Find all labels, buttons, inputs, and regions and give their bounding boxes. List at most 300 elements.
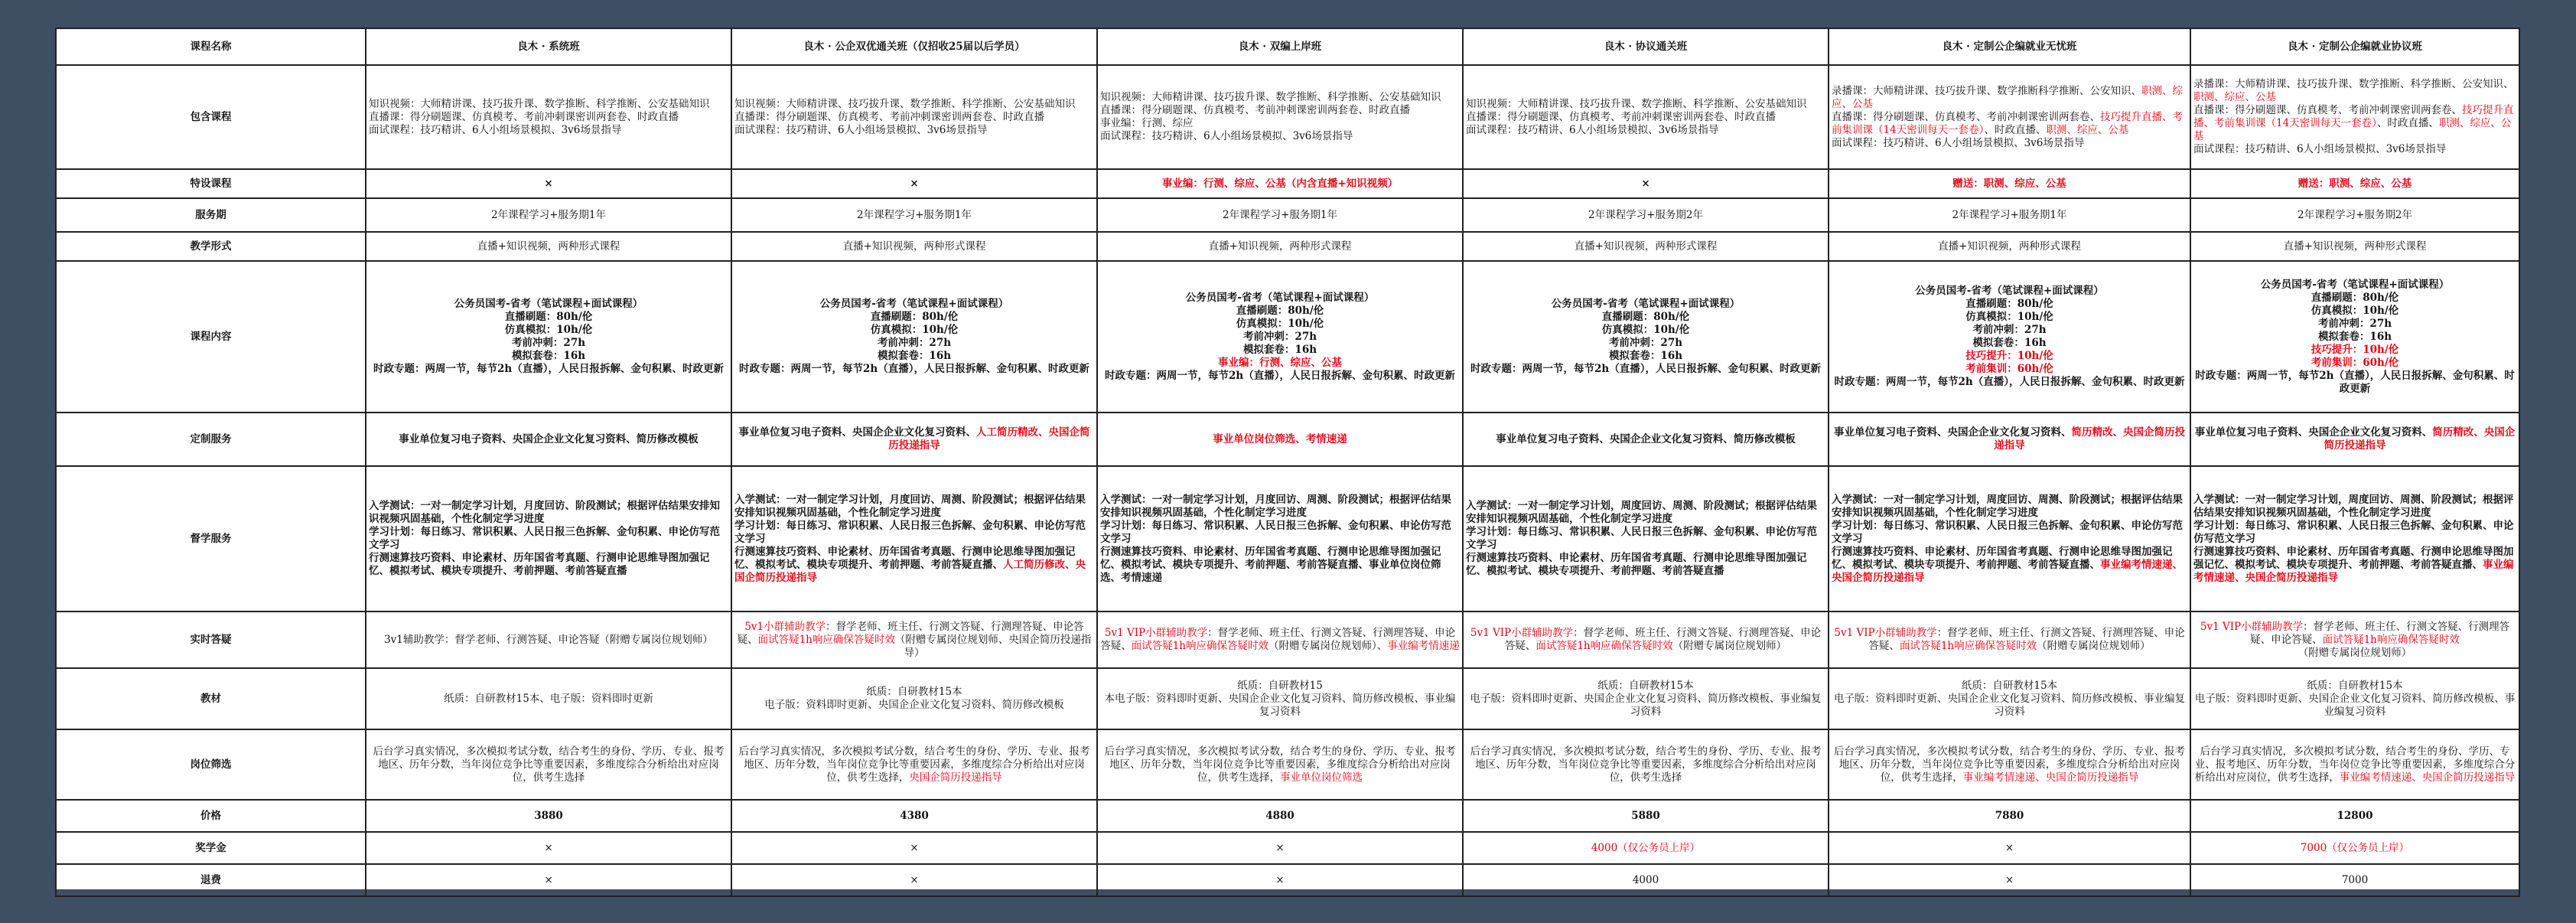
cell-text: 知识视频：大师精讲课、技巧拔升课、数学推断、科学推断、公安基础知识 [369,97,710,110]
cell-line [1466,350,1825,363]
cell-text: 入学测试：一对一制定学习计划，周度回访、周测、阶段测试；根据评估结果安排知识视频巩固基础，个性化制定学习进度 [1832,493,2183,519]
cell-text: 仿真模拟：10h/伦 [504,324,593,336]
table-row [56,169,2519,198]
cell-line [1466,209,1825,222]
cell-line [2193,874,2516,887]
cell-line [734,546,1094,585]
cell-line [1466,810,1825,823]
cell-text: 后台学习真实情况，多次模拟考试分数，结合考生的身份、学历、专业、报考地区、历年分数，当年岗位竞争比等重要因素，多维度综合分析给出对应岗位，供考生选择 [1470,745,1822,784]
cell-line [369,98,728,111]
cell-line [1832,350,2187,363]
table-cell [1463,261,1829,413]
cell-line [734,337,1094,350]
cell-line [734,311,1094,324]
cell-line [1832,298,2187,311]
highlight-text: 事业编考情速递、央国企简历投递指导 [1962,771,2139,784]
plan-header: 良木 · 协议通关班 [1463,28,1829,65]
cell-line [1100,357,1460,370]
cell-text: 直播课：得分刷题课、仿真模考、考前冲刺课密训两套卷、时政直播 [1466,110,1776,123]
row-label: 实时答疑 [56,612,366,668]
cell-text: 3v1辅助教学：督学老师、行测答疑、申论答疑（附赠专属岗位规划师） [384,633,713,646]
cell-line [1832,285,2187,298]
table-cell [1829,232,2190,261]
cell-text: 7880 [1995,809,2024,822]
cell-text: 后台学习真实情况，多次模拟考试分数，结合考生的身份、学历、专业、报考地区、历年分数，当年岗位竞争比等重要因素，多维度综合分析给出对应岗位，供考生选择， [738,745,1090,784]
table-cell [731,169,1097,198]
cell-text: 入学测试：一对一制定学习计划，周度回访、周测、阶段测试；根据评估结果安排知识视频巩固基础，个性化制定学习进度 [1466,500,1817,525]
table-cell [1463,232,1829,261]
cell-text: 公务员国考-省考（笔试课程+面试课程） [454,298,643,310]
table-cell [1097,232,1463,261]
cell-text: 2年课程学习+服务期1年 [1952,208,2067,221]
cell-text: 面试课程：技巧精讲、6人小组场景模拟、3v6场景指导 [1832,136,2085,149]
cell-text: × [1275,841,1285,854]
cell-line [1100,810,1460,823]
table-cell [2190,65,2519,169]
table-row [56,668,2519,729]
cell-text: 直播刷题：80h/伦 [2311,291,2399,304]
cell-text: 直播刷题：80h/伦 [1236,304,1324,317]
cell-text: 知识视频：大师精讲课、技巧拔升课、数学推断、科学推断、公安基础知识 [734,97,1076,110]
table-cell [1097,729,1463,800]
cell-line [734,124,1094,137]
cell-text: 、时政直播、 [2376,117,2439,129]
cell-text: 入学测试：一对一制定学习计划，周度回访、周测、阶段测试；根据评估结果安排知识视频巩固基础，个性化制定学习进度 [2193,493,2514,519]
cell-line [369,634,728,647]
cell-line [2193,143,2516,156]
table-cell [731,198,1097,232]
cell-line [1832,376,2187,389]
cell-line [1100,842,1460,855]
table-row [56,729,2519,800]
cell-line [2193,842,2516,855]
cell-line [734,209,1094,222]
cell-text: 面试课程：技巧精讲、6人小组场景模拟、3v6场景指导 [2193,143,2447,155]
cell-line [369,124,728,137]
cell-line [2193,331,2516,344]
cell-text: 直播+知识视频，两种形式课程 [1574,240,1718,253]
table-cell [731,261,1097,413]
table-cell [366,232,731,261]
cell-line [1832,680,2187,693]
cell-text: 事业编：行测、综应 [1100,117,1194,129]
cell-line [2193,78,2516,104]
row-label: 教材 [56,668,366,729]
cell-text: 面试课程：技巧精讲、6人小组场景模拟、3v6场景指导 [1466,123,1719,136]
cell-line [734,324,1094,337]
cell-line [1100,546,1460,585]
cell-line [1466,298,1825,311]
plan-header: 良木 · 双编上岸班 [1097,28,1463,65]
cell-line [1100,693,1460,719]
highlight-text: 事业单位岗位筛选、考情速递 [1213,432,1347,445]
cell-text: 直播课：得分刷题课、仿真模考、考前冲刺课密训两套卷、时政直播 [1100,104,1410,116]
cell-line [1832,810,2187,823]
cell-text: 纸质：自研教材15本 [1597,679,1694,692]
table-cell [731,466,1097,612]
cell-line [1100,344,1460,357]
cell-line [734,494,1094,520]
cell-text: 学习计划：每日练习、常识积累、人民日报三色拆解、金句积累、申论仿写范文学习 [2193,519,2514,545]
cell-text: 事业单位复习电子资料、央国企企业文化复习资料、 [1834,426,2072,439]
table-cell [366,612,731,668]
table-cell [366,65,731,169]
cell-line [1466,680,1825,693]
cell-line [2193,745,2516,784]
cell-line [734,842,1094,855]
cell-line [734,874,1094,887]
cell-line [2193,279,2516,292]
cell-text: 仿真模拟：10h/伦 [1601,324,1690,336]
cell-line [734,699,1094,712]
highlight-text: 5v1小群辅助教学 [744,620,826,633]
cell-line [1100,494,1460,520]
table-cell [366,832,731,864]
cell-line [369,874,728,887]
cell-line [1466,324,1825,337]
cell-line [2193,344,2516,357]
cell-line [369,111,728,124]
table-cell [2190,832,2519,864]
cell-line [734,621,1094,660]
cell-line [1100,370,1460,383]
cell-text: 学习计划：每日练习、常识积累、人民日报三色拆解、金句积累、申论仿写范文学习 [1832,519,2183,545]
table-cell [1829,864,2190,896]
table-cell [1463,413,1829,466]
cell-text: 2年课程学习+服务期1年 [491,208,606,221]
cell-line [369,500,728,526]
highlight-text: 事业编考情速递、央国企简历投递指导 [1832,558,2183,584]
cell-line [1832,363,2187,376]
cell-line [1466,111,1825,124]
cell-line [2193,318,2516,331]
cell-text: 2年课程学习+服务期2年 [1588,208,1703,221]
cell-text: 模拟套卷：16h [2317,330,2392,343]
table-cell [1097,198,1463,232]
table-cell [2190,800,2519,832]
cell-text: × [544,177,553,190]
table-cell [2190,466,2519,612]
table-cell [2190,668,2519,729]
cell-line [1466,337,1825,350]
row-label: 退费 [56,864,366,896]
cell-line [1100,240,1460,253]
cell-text: 行测速算技巧资料、申论素材、历年国省考真题、行测申论思维导图加强记忆、模拟考试、模块专项提升、考前押题、考前答疑直播、 [2193,545,2514,571]
table-cell [1463,729,1829,800]
table-cell [731,832,1097,864]
cell-text: 时政专题：两周一节，每节2h（直播），人民日报拆解、金句积累、时政更新 [373,363,724,375]
highlight-text: 4000（仅公务员上岸） [1591,841,1701,854]
cell-line [2193,370,2516,396]
table-cell [1829,612,2190,668]
table-cell [1829,261,2190,413]
cell-line [1100,520,1460,546]
row-label: 岗位筛选 [56,729,366,800]
cell-text: 入学测试：一对一制定学习计划，月度回访、周测、阶段测试；根据评估结果安排知识视频巩固基础，个性化制定学习进度 [734,493,1086,519]
cell-text: 考前冲刺：27h [1608,337,1683,349]
cell-line [1100,292,1460,305]
table-cell [1097,65,1463,169]
table-cell [366,169,731,198]
table-row [56,232,2519,261]
cell-text: 面试课程：技巧精讲、6人小组场景模拟、3v6场景指导 [1100,130,1353,142]
header-row [56,28,2519,65]
cell-text: 学习计划：每日练习、常识积累、人民日报三色拆解、金句积累、申论仿写范文学习 [1100,519,1451,545]
cell-line [369,311,728,324]
cell-line [1832,209,2187,222]
cell-text: 纸质：自研教材15 [1237,679,1323,692]
cell-text: 录播课：大师精讲课、技巧拔升课、数学推断科学推断、公安知识、 [1832,84,2141,97]
highlight-text: 5v1 VIP小群辅助教学 [2200,620,2304,633]
highlight-text: 事业编考情速递、央国企简历投递指导 [2339,771,2516,784]
cell-line [1100,331,1460,344]
cell-text: 直播刷题：80h/伦 [870,311,959,323]
row-label: 课程内容 [56,261,366,413]
cell-line [734,350,1094,363]
cell-line [1832,627,2187,653]
cell-line [369,324,728,337]
cell-text: 后台学习真实情况，多次模拟考试分数，结合考生的身份、学历、专业、报考地区、历年分数，当年岗位竞争比等重要因素，多维度综合分析给出对应岗位，供考生选择， [1834,745,2185,784]
cell-line [369,552,728,578]
cell-line [1100,680,1460,693]
highlight-text: 技巧提升直播、考前集训课（14天密训每天一套卷） [1832,110,2183,136]
cell-line [1466,552,1825,578]
table-cell [731,612,1097,668]
cell-text: 4880 [1265,809,1295,822]
cell-text: 后台学习真实情况，多次模拟考试分数，结合考生的身份、学历、专业、报考地区、历年分数，当年岗位竞争比等重要因素，多维度综合分析给出对应岗位，供考生选择 [373,745,725,784]
plan-header: 良木 · 系统班 [366,28,731,65]
cell-line [1832,693,2187,719]
cell-line [1100,104,1460,117]
row-label: 服务期 [56,198,366,232]
table-cell [1829,65,2190,169]
cell-text: 事业单位复习电子资料、央国企企业文化复习资料、简历修改模板 [1496,432,1796,445]
table-row [56,612,2519,668]
highlight-text: 7000（仅公务员上岸） [2300,841,2410,854]
cell-line [1100,117,1460,130]
cell-text: 模拟套卷：16h [1242,343,1317,356]
cell-text: 行测速算技巧资料、申论素材、历年国省考真题、行测申论思维导图加强记忆、模拟考试、模块专项提升、考前押题、考前答疑直播 [369,552,710,577]
cell-line [369,240,728,253]
cell-line [1832,85,2187,111]
cell-text: 2年课程学习+服务期1年 [857,208,972,221]
cell-line [1832,546,2187,585]
cell-line [1100,874,1460,887]
highlight-text: 央国企简历投递指导 [909,771,1002,784]
highlight-text: 事业编：行测、综应、公基 [1218,356,1342,369]
cell-text: 、时政直播、 [1984,123,2047,136]
cell-text: ：督学老师、班主任、行测文答疑、行测理答疑、申论答疑、 [1100,627,1456,652]
cell-text: × [544,841,553,854]
cell-text: 公务员国考-省考（笔试课程+面试课程） [819,298,1009,310]
table-cell [1097,832,1463,864]
cell-line [1832,111,2187,137]
cell-text: 考前冲刺：27h [1242,330,1317,343]
highlight-text: 职测、综应、公基 [2046,123,2129,136]
table-cell [731,864,1097,896]
table-cell [2190,612,2519,668]
table-cell [366,466,731,612]
cell-text: 面试课程：技巧精讲、6人小组场景模拟、3v6场景指导 [734,123,988,136]
cell-line [1466,124,1825,137]
cell-text: 行测速算技巧资料、申论素材、历年国省考真题、行测申论思维导图加强记忆、模拟考试、模块专项提升、考前押题、考前答疑直播 [1466,552,1807,577]
table-cell [366,261,731,413]
table-cell [366,668,731,729]
cell-text: 时政专题：两周一节，每节2h（直播），人民日报拆解、金句积累、时政更新 [1105,369,1455,382]
table-cell [1097,668,1463,729]
cell-line [734,240,1094,253]
cell-text: 直播刷题：80h/伦 [504,311,593,323]
highlight-text: 考前集训：60h/伦 [1965,363,2053,375]
cell-text: 直播+知识视频，两种形式课程 [477,240,620,253]
cell-line [1832,874,2187,887]
highlight-text: 事业编：行测、综应、公基（内含直播+知识视频） [1161,177,1399,190]
cell-line [734,686,1094,699]
cell-line [1832,137,2187,150]
table-row [56,65,2519,169]
cell-line [1100,209,1460,222]
table-row [56,832,2519,864]
highlight-text: 人工简历修改、央国企简历投递指导 [734,558,1086,584]
table-cell [1097,169,1463,198]
cell-text: 12800 [2337,809,2373,822]
cell-text: ：督学老师、班主任、行测文答疑、行测理答疑、申论答疑、 [737,620,1084,646]
table-cell [1829,668,2190,729]
cell-line [1466,98,1825,111]
cell-text: 考前冲刺：27h [877,337,952,349]
table-cell [2190,261,2519,413]
cell-text: 2年课程学习+服务期1年 [1223,208,1337,221]
cell-text: × [1641,177,1650,190]
table-cell [1097,413,1463,466]
highlight-text: 面试答疑1h响应确保答疑时效 [2322,633,2460,646]
table-cell [366,729,731,800]
cell-text: 行测速算技巧资料、申论素材、历年国省考真题、行测申论思维导图加强记忆、模拟考试、模块专项提升、考前押题、考前答疑直播、 [734,545,1076,571]
cell-text: 直播+知识视频，两种形式课程 [1208,240,1352,253]
cell-line [1466,363,1825,376]
cell-text: （附赠专属岗位规划师、央国企简历投递指导） [894,633,1092,659]
cell-line [2193,426,2516,452]
cell-text: 事业单位复习电子资料、央国企企业文化复习资料、简历修改模板 [399,432,699,445]
highlight-text: 面试答疑1h响应确保答疑时效 [1536,640,1673,652]
table-cell [1829,729,2190,800]
cell-text: 事业单位复习电子资料、央国企企业文化复习资料、 [2194,426,2433,439]
cell-text: 行测速算技巧资料、申论素材、历年国省考真题、行测申论思维导图加强记忆、模拟考试、模块专项提升、考前押题、考前答疑直播、事业单位岗位筛选、考情速递 [1100,545,1441,584]
cell-line [734,426,1094,452]
table-cell [1097,612,1463,668]
cell-text: 7000 [2341,873,2369,886]
cell-text: 直播课：得分刷题课、仿真模考、考前冲刺课密训两套卷、时政直播 [734,110,1044,123]
cell-text: 学习计划：每日练习、常识积累、人民日报三色拆解、金句积累、申论仿写范文学习 [369,526,720,551]
cell-text: 纸质：自研教材15本 [2307,679,2403,692]
cell-text: 仿真模拟：10h/伦 [870,324,959,336]
cell-line [369,433,728,446]
cell-line [734,745,1094,784]
cell-line [2193,693,2516,719]
cell-text: 纸质：自研教材15本 [1961,679,2058,692]
cell-text: 直播+知识视频，两种形式课程 [1938,240,2081,253]
cell-line [2193,520,2516,546]
cell-line [2193,546,2516,585]
cell-line [1832,842,2187,855]
cell-line [2193,494,2516,520]
cell-text: 仿真模拟：10h/伦 [2311,304,2399,317]
cell-line [1832,494,2187,520]
cell-text: 直播+知识视频，两种形式课程 [2283,240,2427,253]
highlight-text: 技巧提升：10h/伦 [2311,343,2399,356]
cell-text: 时政专题：两周一节，每节2h（直播），人民日报拆解、金句积累、时政更新 [739,363,1089,375]
table-cell [2190,198,2519,232]
cell-text: 时政专题：两周一节，每节2h（直播），人民日报拆解、金句积累、时政更新 [1470,363,1821,375]
cell-text: 考前冲刺：27h [2317,317,2392,330]
cell-line [369,693,728,706]
table-cell [731,413,1097,466]
cell-text: 2年课程学习+服务期2年 [2298,208,2412,221]
cell-line [734,520,1094,546]
cell-line [734,810,1094,823]
highlight-text: 面试答疑1h响应确保答疑时效 [757,633,895,646]
table-cell [366,864,731,896]
cell-line [2193,621,2516,660]
cell-line [2193,240,2516,253]
cell-text: 模拟套卷：16h [1972,337,2047,349]
cell-line [1466,874,1825,887]
cell-text: 直播课：得分刷题课、仿真模考、考前冲刺课密训两套卷、时政直播 [369,110,679,123]
cell-text: 公务员国考-省考（笔试课程+面试课程） [2260,278,2450,291]
table-cell [2190,169,2519,198]
cell-line [369,842,728,855]
highlight-text: 5v1 VIP小群辅助教学 [1470,627,1574,639]
table-cell [1463,832,1829,864]
table-cell [366,800,731,832]
table-cell [1829,198,2190,232]
plan-header: 良木 · 定制公企编就业无忧班 [1829,28,2190,65]
cell-line [734,111,1094,124]
table-cell [1097,466,1463,612]
cell-line [734,98,1094,111]
cell-text: 公务员国考-省考（笔试课程+面试课程） [1185,291,1375,304]
cell-text: 5880 [1631,809,1660,822]
cell-text: ：督学老师、班主任、行测文答疑、行测理答疑、申论答疑、 [1504,627,1822,652]
cell-line [369,337,728,350]
row-label: 定制服务 [56,413,366,466]
table-cell [1463,198,1829,232]
cell-line [2193,357,2516,370]
cell-line [2193,178,2516,191]
cell-text: （附赠专属岗位规划师） [2298,646,2412,659]
cell-text: 电子版：资料即时更新、央国企企业文化复习资料、简历修改模板、事业编复习资料 [1470,692,1822,718]
cell-line [1100,433,1460,446]
cell-text: 电子版：资料即时更新、央国企企业文化复习资料、简历修改模板、事业编复习资料 [1834,692,2185,718]
table-cell [366,198,731,232]
highlight-text: 5v1 VIP小群辅助教学 [1834,627,1937,639]
table-cell [2190,729,2519,800]
cell-text: 学习计划：每日练习、常识积累、人民日报三色拆解、金句积累、申论仿写范文学习 [734,519,1086,545]
cell-line [1100,627,1460,653]
cell-text: × [910,873,919,886]
cell-line [1100,91,1460,104]
cell-text: （附赠专属岗位规划师） [1672,640,1787,652]
cell-text: 本电子版：资料即时更新、央国企企业文化复习资料、简历修改模板、事业编复习资料 [1104,692,1456,718]
cell-text: （附赠专属岗位规划师）、 [1268,640,1388,652]
cell-line [1832,178,2187,191]
table-cell [731,232,1097,261]
cell-text: 直播刷题：80h/伦 [1965,298,2053,310]
cell-text: ：督学老师、班主任、行测文答疑、行测理答疑、申论答疑、 [2250,620,2510,646]
cell-line [1832,745,2187,784]
table-cell [1463,864,1829,896]
table-cell [1463,800,1829,832]
